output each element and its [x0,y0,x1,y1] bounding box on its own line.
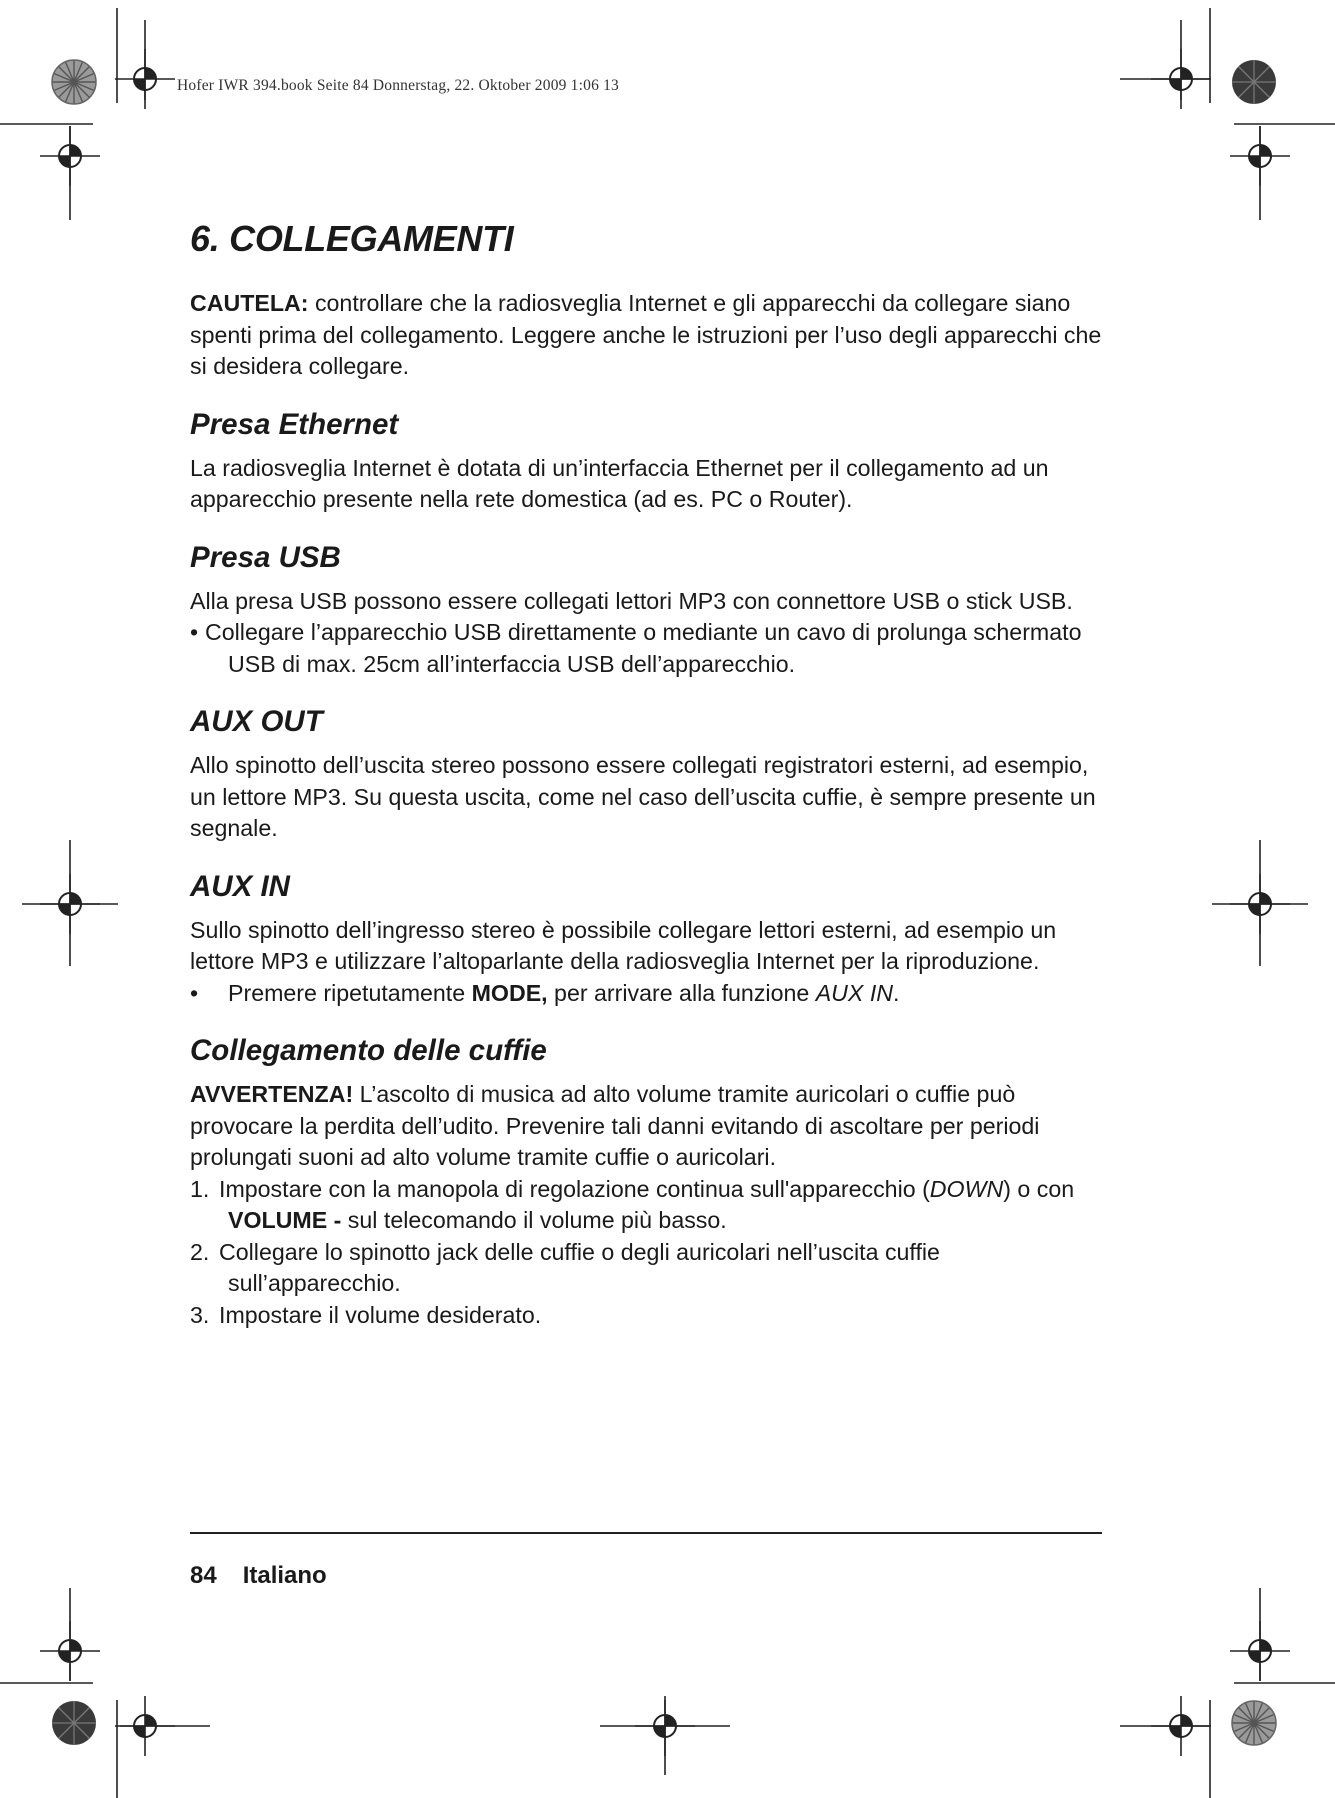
step-number: 1. [190,1175,210,1202]
aux-in-function-label: AUX IN [815,979,894,1006]
aux-in-bullet-end: . [893,979,900,1006]
caution-label: CAUTELA: [190,290,309,316]
step-1-text-a: Impostare con la manopola di regolazione continua sull'apparecchio ( [219,1175,930,1202]
aux-in-bullet [190,978,1102,1010]
page-number: 84 [190,1562,217,1589]
warning-paragraph [190,1079,1102,1174]
ethernet-heading: Presa Ethernet [190,407,399,441]
step-number: 3. [190,1301,210,1328]
usb-section [190,540,1102,681]
aux-out-section [190,704,1102,845]
ethernet-section [190,407,1102,516]
usb-text: Alla presa USB possono essere collegati lettori MP3 con connettore USB o stick USB. [190,587,1073,614]
aux-in-bullet-middle: per arrivare alla funzione [547,979,816,1006]
page-content [190,218,1102,1355]
usb-heading: Presa USB [190,540,341,574]
step-3-text: Impostare il volume desiderato. [219,1301,542,1328]
ethernet-text: La radiosveglia Internet è dotata di un’interfaccia Ethernet per il collegamento ad un apparecchio presente nella rete domestica (ad es. PC o Router). [190,454,1049,512]
step-1-text-c: sul telecomando il volume più basso. [341,1207,727,1233]
footer-rule [190,1532,1102,1534]
step-2-text: Collegare lo spinotto jack delle cuffie o degli auricolari nell’uscita cuffie sull’apparecchio. [219,1238,940,1296]
usb-bullet-text: Collegare l’apparecchio USB direttamente o mediante un cavo di prolunga schermato USB di max. 25cm all’interfaccia USB dell’apparecchio. [205,619,1082,677]
down-label: DOWN [929,1175,1004,1202]
step-1 [190,1174,1102,1237]
step-number: 2. [190,1238,210,1265]
aux-in-text: Sullo spinotto dell’ingresso stereo è possibile collegare lettori esterni, ad esempio un lettore MP3 e utilizzare l’altoparlante della radiosveglia Internet per la riproduzione. [190,916,1057,974]
bullet-marker: • [190,619,199,645]
aux-out-heading: AUX OUT [190,705,323,738]
mode-key-label: MODE, [471,979,548,1006]
footer-language: Italiano [242,1562,327,1589]
bullet-marker: • [190,979,199,1006]
step-2 [190,1237,1102,1300]
warning-label: AVVERTENZA! [190,1081,354,1107]
aux-in-bullet-before: Premere ripetutamente [228,979,472,1006]
step-1-text-b: ) o con [1003,1175,1075,1202]
print-header: Hofer IWR 394.book Seite 84 Donnerstag, 22. Oktober 2009 1:06 13 [177,77,619,94]
headphones-heading: Collegamento delle cuffie [190,1034,547,1067]
aux-out-text: Allo spinotto dell’uscita stereo possono essere collegati registratori esterni, ad esempio, un lettore MP3. Su questa uscita, come nel caso dell’uscita cuffie, è sempre presente un segnale. [190,752,1096,841]
usb-bullet [190,617,1102,680]
headphones-section [190,1033,1102,1331]
page-title: 6. COLLEGAMENTI [190,218,514,259]
aux-in-section [190,869,1102,1010]
intro-section [190,288,1102,383]
warning-text: L’ascolto di musica ad alto volume tramite auricolari o cuffie può provocare la perdita dell’udito. Prevenire tali danni evitando di ascoltare per periodi prolungati suoni ad alto volume tramite cuffie o auricolari. [190,1081,1040,1170]
volume-key-label: VOLUME - [228,1207,342,1233]
page-footer [190,1562,327,1590]
step-3 [190,1300,1102,1332]
aux-in-heading: AUX IN [190,869,290,903]
caution-paragraph [190,288,1102,383]
caution-text: controllare che la radiosveglia Internet e gli apparecchi da collegare siano spenti prima del collegamento. Leggere anche le istruzioni per l’uso degli apparecchi che si desidera collegare. [190,290,1102,379]
